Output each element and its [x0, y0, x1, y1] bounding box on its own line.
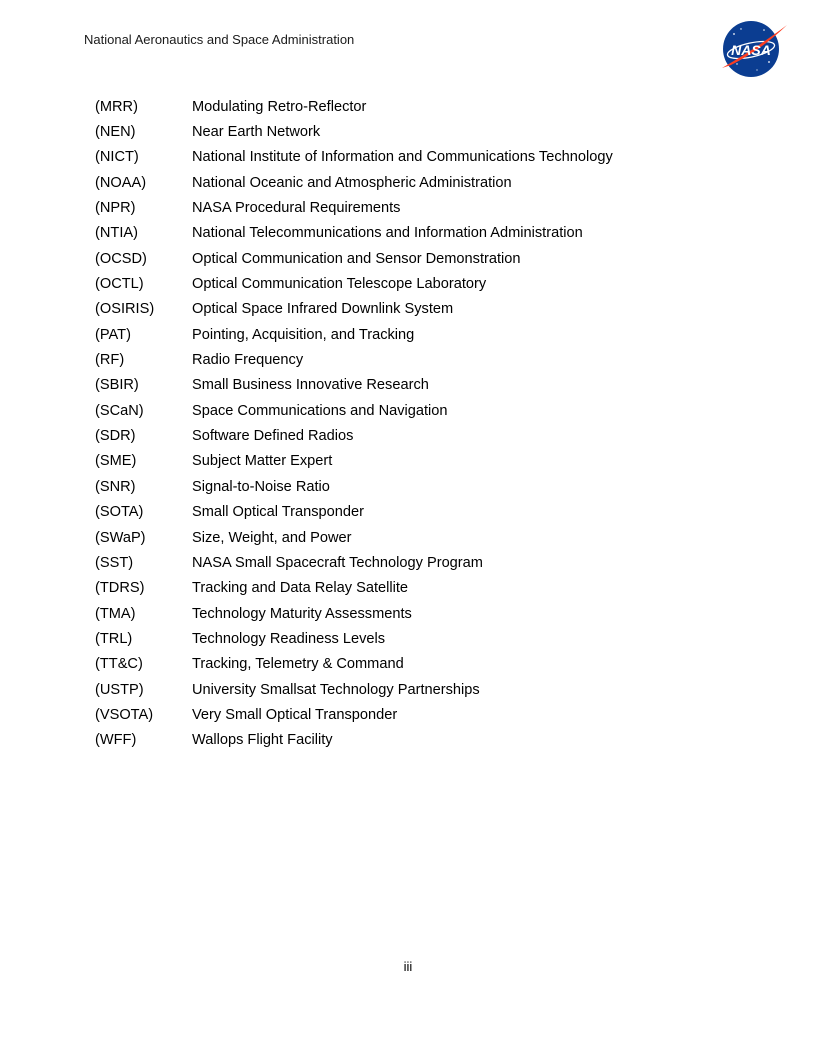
acronym-definition: Space Communications and Navigation: [192, 402, 448, 419]
acronym-definition: National Institute of Information and Communications Technology: [192, 149, 613, 166]
acronym-definition: Subject Matter Expert: [192, 453, 333, 470]
acronym-row: [95, 119, 613, 144]
acronym-definition: NASA Small Spacecraft Technology Program: [192, 554, 483, 571]
acronym-abbreviation: (OCTL): [95, 276, 144, 293]
acronym-row: [95, 702, 613, 727]
acronym-abbreviation: (NOAA): [95, 174, 147, 191]
logo-wordmark: NASA: [731, 42, 771, 58]
acronym-definition: Optical Communication Telescope Laboratory: [192, 276, 487, 293]
acronym-abbreviation: (USTP): [95, 681, 144, 698]
acronym-definition: Near Earth Network: [192, 124, 321, 141]
acronym-definition: National Oceanic and Atmospheric Administration: [192, 174, 512, 191]
acronym-row: [95, 271, 613, 296]
acronym-definition: Wallops Flight Facility: [192, 732, 333, 749]
acronym-row: [95, 195, 613, 220]
acronym-definition: Small Business Innovative Research: [192, 377, 429, 394]
acronym-definition: Optical Space Infrared Downlink System: [192, 301, 454, 318]
acronym-definition: Pointing, Acquisition, and Tracking: [192, 326, 415, 343]
acronym-abbreviation: (SNR): [95, 478, 136, 495]
acronym-abbreviation: (OSIRIS): [95, 301, 155, 318]
acronym-row: [95, 474, 613, 499]
acronym-row: [95, 322, 613, 347]
acronym-abbreviation: (NICT): [95, 149, 139, 166]
acronym-row: [95, 221, 613, 246]
acronym-row: [95, 94, 613, 119]
acronym-row: [95, 373, 613, 398]
acronym-definition: Radio Frequency: [192, 352, 304, 369]
acronym-row: [95, 550, 613, 575]
acronym-abbreviation: (WFF): [95, 732, 137, 749]
acronym-row: [95, 728, 613, 753]
acronym-row: [95, 297, 613, 322]
acronym-definition: Tracking, Telemetry & Command: [192, 656, 404, 673]
acronym-abbreviation: (NPR): [95, 200, 136, 217]
acronym-definition: Signal-to-Noise Ratio: [192, 478, 330, 495]
acronym-abbreviation: (RF): [95, 352, 125, 369]
acronym-row: [95, 347, 613, 372]
acronym-list: [95, 94, 613, 753]
header-organization-name: National Aeronautics and Space Administration: [84, 32, 355, 47]
acronym-abbreviation: (NEN): [95, 124, 136, 141]
acronym-abbreviation: (SME): [95, 453, 137, 470]
acronym-abbreviation: (TT&C): [95, 656, 143, 673]
page-number: iii: [403, 959, 413, 974]
acronym-row: [95, 145, 613, 170]
acronym-definition: Tracking and Data Relay Satellite: [192, 580, 409, 597]
acronym-abbreviation: (TMA): [95, 605, 136, 622]
acronym-row: [95, 525, 613, 550]
acronym-definition: Modulating Retro-Reflector: [192, 98, 367, 115]
acronym-row: [95, 601, 613, 626]
acronym-definition: University Smallsat Technology Partnerships: [192, 681, 480, 698]
acronym-definition: Very Small Optical Transponder: [192, 706, 398, 723]
acronym-abbreviation: (NTIA): [95, 225, 138, 242]
acronym-row: [95, 449, 613, 474]
acronym-abbreviation: (PAT): [95, 326, 131, 343]
acronym-row: [95, 626, 613, 651]
acronym-abbreviation: (SDR): [95, 428, 136, 445]
acronym-abbreviation: (SCaN): [95, 402, 144, 419]
acronym-row: [95, 652, 613, 677]
acronym-definition: NASA Procedural Requirements: [192, 200, 401, 217]
acronym-abbreviation: (TDRS): [95, 580, 145, 597]
acronym-definition: Software Defined Radios: [192, 428, 354, 445]
acronym-abbreviation: (TRL): [95, 630, 133, 647]
acronym-definition: Technology Maturity Assessments: [192, 605, 412, 622]
acronym-row: [95, 246, 613, 271]
acronym-abbreviation: (VSOTA): [95, 706, 154, 723]
acronym-abbreviation: (SBIR): [95, 377, 139, 394]
acronym-row: [95, 170, 613, 195]
acronym-abbreviation: (SST): [95, 554, 134, 571]
nasa-logo: [719, 20, 789, 78]
acronym-definition: Size, Weight, and Power: [192, 529, 352, 546]
acronym-abbreviation: (SWaP): [95, 529, 146, 546]
acronym-definition: Small Optical Transponder: [192, 504, 364, 521]
acronym-definition: Technology Readiness Levels: [192, 630, 386, 647]
acronym-abbreviation: (MRR): [95, 98, 138, 115]
acronym-row: [95, 423, 613, 448]
acronym-definition: National Telecommunications and Information Administration: [192, 225, 583, 242]
acronym-row: [95, 576, 613, 601]
acronym-abbreviation: (SOTA): [95, 504, 144, 521]
acronym-definition: Optical Communication and Sensor Demonstration: [192, 250, 521, 267]
acronym-abbreviation: (OCSD): [95, 250, 147, 267]
acronym-row: [95, 398, 613, 423]
acronym-row: [95, 500, 613, 525]
acronym-row: [95, 677, 613, 702]
